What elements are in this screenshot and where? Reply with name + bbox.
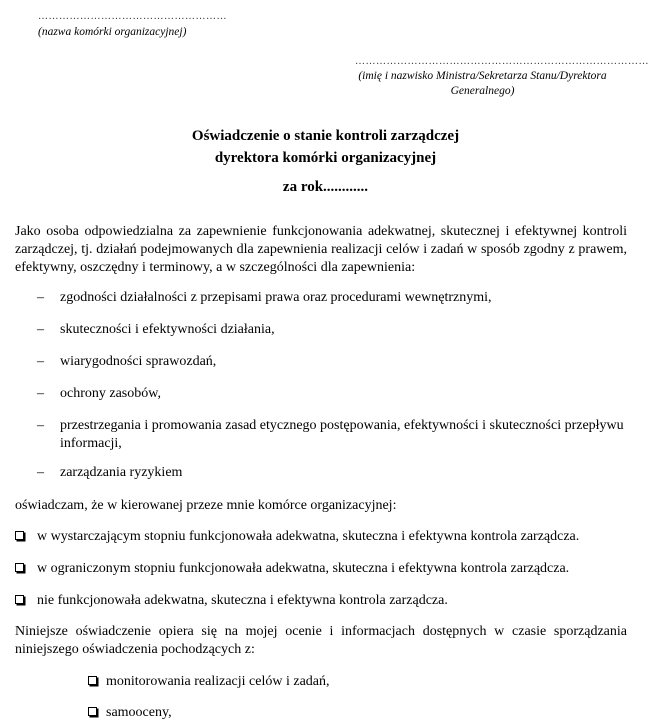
minister-caption-line1: (imię i nazwisko Ministra/Sekretarza Stanu/Dyrektora xyxy=(358,70,607,82)
bullet-dash: – xyxy=(37,354,44,369)
bullet-dash: – xyxy=(37,290,44,305)
source-label: samooceny, xyxy=(106,705,172,720)
minister-caption-line2: Generalnego) xyxy=(450,85,515,97)
option-label: w wystarczającym stopniu funkcjonowała adekwatna, skuteczna i efektywna kontrola zarządcza. xyxy=(37,529,580,544)
list-item-text: zarządzania ryzykiem xyxy=(60,465,183,480)
checkbox-icon[interactable] xyxy=(15,595,24,604)
checkbox-icon[interactable] xyxy=(15,563,24,572)
document-title-line2: dyrektora komórki organizacyjnej xyxy=(214,150,437,166)
document-title-year: za rok............ xyxy=(282,179,369,195)
option-label: nie funkcjonowała adekwatna, skuteczna i efektywna kontrola zarządcza. xyxy=(37,593,448,608)
bullet-dash: – xyxy=(37,386,44,401)
intro-paragraph: Jako osoba odpowiedzialna za zapewnienie funkcjonowania adekwatnej, skutecznej i efektywnej kontroli zarządczej, tj. działań podejmowanych dla zapewnienia realizacji celów i zadań w sposób zgodny z prawem, efektywny, oszczędny i terminowy, a w szczególności dla zapewnienia: xyxy=(15,224,627,275)
list-item-text: wiarygodności sprawozdań, xyxy=(60,354,217,369)
document-title-line1: Oświadczenie o stanie kontroli zarządczej xyxy=(191,128,460,144)
list-item-text: skuteczności i efektywności działania, xyxy=(60,322,275,337)
checkbox-icon[interactable] xyxy=(88,707,97,716)
declaration-text: oświadczam, że w kierowanej przeze mnie komórce organizacyjnej: xyxy=(15,498,397,513)
minister-name-caption xyxy=(340,69,625,99)
bullet-dash: – xyxy=(37,418,44,433)
minister-name-dots: ………………………………………………………………………… xyxy=(355,56,649,67)
checkbox-icon[interactable] xyxy=(88,676,97,685)
unit-name-dots: ……………………………………………… xyxy=(38,11,227,22)
checkbox-icon[interactable] xyxy=(15,531,24,540)
bullet-dash: – xyxy=(37,465,44,480)
list-item-text: zgodności działalności z przepisami prawa oraz procedurami wewnętrznymi, xyxy=(60,290,492,305)
list-item-text: ochrony zasobów, xyxy=(60,386,161,401)
bullet-dash: – xyxy=(37,322,44,337)
unit-name-caption: (nazwa komórki organizacyjnej) xyxy=(38,26,187,38)
basis-paragraph: Niniejsze oświadczenie opiera się na mojej ocenie i informacjach dostępnych w czasie sporządzania niniejszego oświadczenia pochodzących z: xyxy=(15,624,627,657)
option-label: w ograniczonym stopniu funkcjonowała adekwatna, skuteczna i efektywna kontrola zarządcza. xyxy=(37,561,570,576)
source-label: monitorowania realizacji celów i zadań, xyxy=(106,674,330,689)
list-item-text: przestrzegania i promowania zasad etycznego postępowania, efektywności i skuteczności przepływu informacji, xyxy=(60,418,624,451)
